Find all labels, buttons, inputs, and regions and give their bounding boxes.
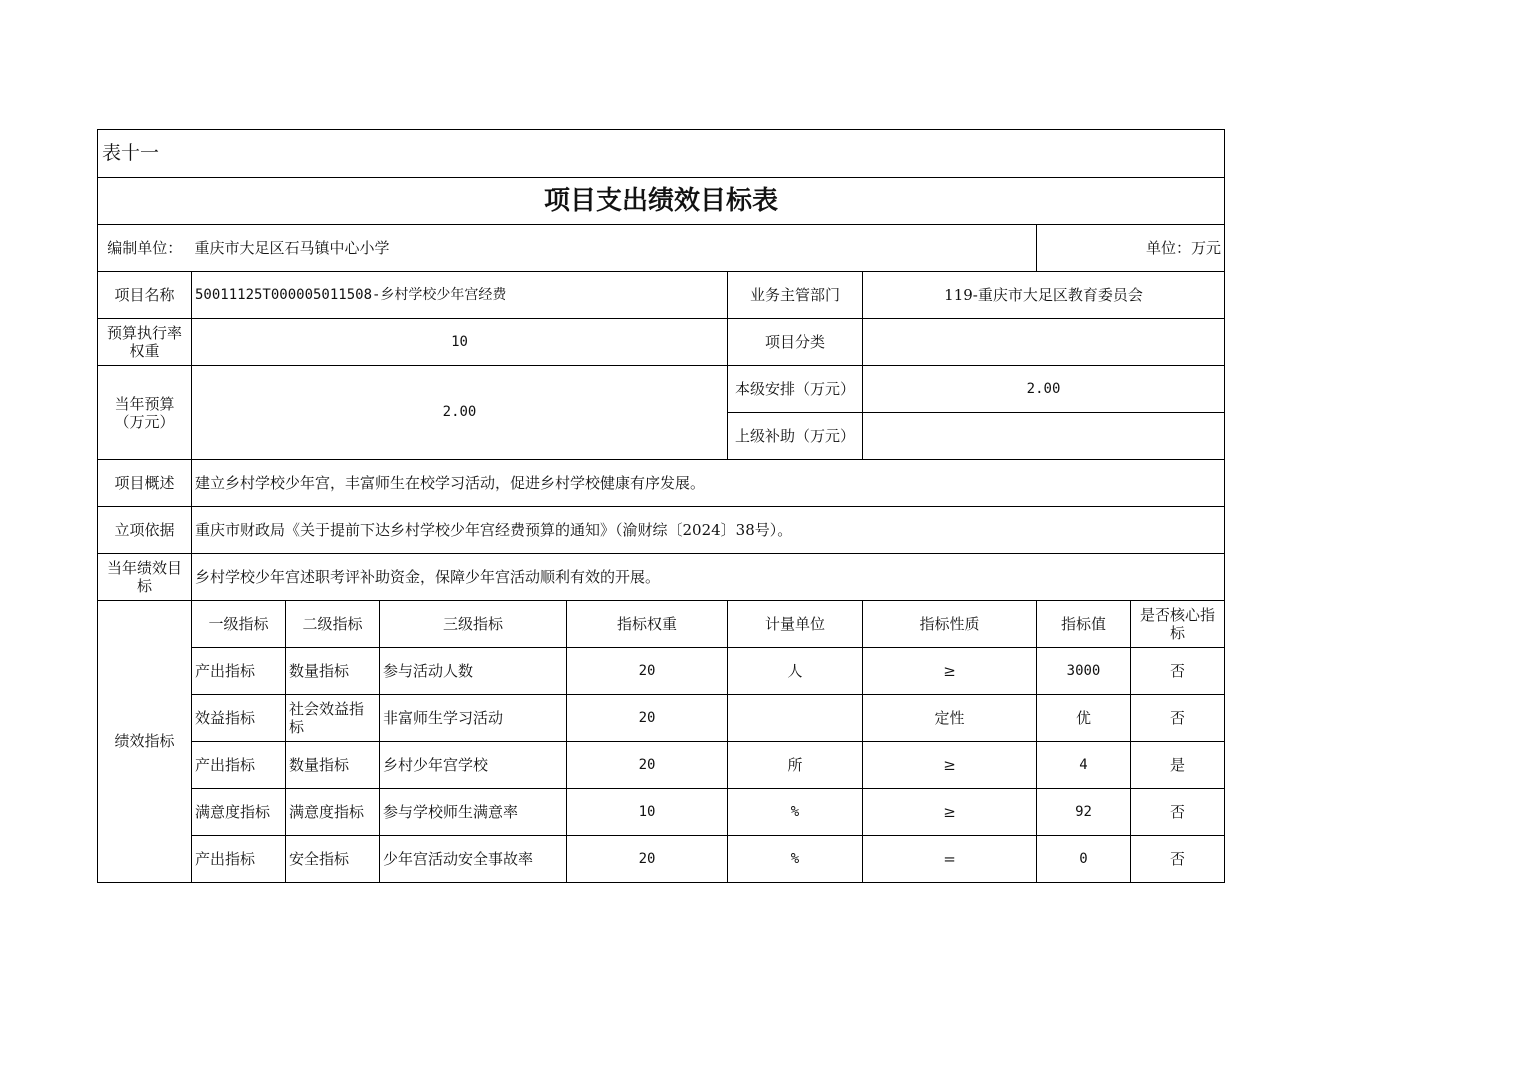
level1-cell: 产出指标 (192, 648, 286, 695)
value-cell: 3000 (1037, 648, 1131, 695)
unit-cell: % (728, 789, 863, 836)
nature-cell: ≥ (863, 789, 1037, 836)
value-cell: 优 (1037, 695, 1131, 742)
unit-cell: % (728, 836, 863, 883)
superior-subsidy-label: 上级补助（万元） (728, 413, 863, 460)
goal-value: 乡村学校少年宫述职考评补助资金，保障少年宫活动顺利有效的开展。 (192, 554, 1225, 601)
goal-label: 当年绩效目标 (98, 554, 192, 601)
performance-target-sheet (97, 129, 1224, 883)
core-cell: 否 (1131, 648, 1225, 695)
local-allocation-label: 本级安排（万元） (728, 366, 863, 413)
level1-cell: 产出指标 (192, 836, 286, 883)
prep-unit-label: 编制单位： (98, 225, 192, 272)
header-nature: 指标性质 (863, 601, 1037, 648)
category-value (863, 319, 1225, 366)
header-unit: 计量单位 (728, 601, 863, 648)
header-weight: 指标权重 (567, 601, 728, 648)
level3-cell: 非富师生学习活动 (380, 695, 567, 742)
superior-subsidy-value (863, 413, 1225, 460)
local-allocation-value: 2.00 (863, 366, 1225, 413)
dept-label: 业务主管部门 (728, 272, 863, 319)
weight-value: 10 (192, 319, 728, 366)
overview-value: 建立乡村学校少年宫，丰富师生在校学习活动，促进乡村学校健康有序发展。 (192, 460, 1225, 507)
weight-cell: 20 (567, 742, 728, 789)
project-name-value: 50011125T000005011508-乡村学校少年宫经费 (192, 272, 728, 319)
indicators-section-label: 绩效指标 (98, 601, 192, 883)
budget-label: 当年预算（万元） (98, 366, 192, 460)
core-cell: 否 (1131, 836, 1225, 883)
value-cell: 0 (1037, 836, 1131, 883)
level3-cell: 少年宫活动安全事故率 (380, 836, 567, 883)
indicator-row (98, 742, 1225, 789)
dept-value: 119-重庆市大足区教育委员会 (863, 272, 1225, 319)
indicator-row (98, 836, 1225, 883)
nature-cell: ≥ (863, 742, 1037, 789)
nature-cell: ≥ (863, 648, 1037, 695)
indicator-row (98, 695, 1225, 742)
performance-table (97, 129, 1225, 883)
level1-cell: 产出指标 (192, 742, 286, 789)
header-value: 指标值 (1037, 601, 1131, 648)
level3-cell: 参与活动人数 (380, 648, 567, 695)
overview-label: 项目概述 (98, 460, 192, 507)
weight-cell: 10 (567, 789, 728, 836)
core-cell: 否 (1131, 789, 1225, 836)
core-cell: 否 (1131, 695, 1225, 742)
value-cell: 4 (1037, 742, 1131, 789)
indicator-row (98, 648, 1225, 695)
core-cell: 是 (1131, 742, 1225, 789)
weight-cell: 20 (567, 648, 728, 695)
level3-cell: 参与学校师生满意率 (380, 789, 567, 836)
level2-cell: 社会效益指标 (286, 695, 380, 742)
level2-cell: 安全指标 (286, 836, 380, 883)
level1-cell: 满意度指标 (192, 789, 286, 836)
level3-cell: 乡村少年宫学校 (380, 742, 567, 789)
unit-note: 单位：万元 (1037, 225, 1225, 272)
budget-value: 2.00 (192, 366, 728, 460)
header-level2: 二级指标 (286, 601, 380, 648)
weight-cell: 20 (567, 695, 728, 742)
nature-cell: = (863, 836, 1037, 883)
level2-cell: 数量指标 (286, 648, 380, 695)
page-title: 项目支出绩效目标表 (98, 178, 1225, 225)
header-level3: 三级指标 (380, 601, 567, 648)
prep-unit-value: 重庆市大足区石马镇中心小学 (192, 225, 1037, 272)
basis-label: 立项依据 (98, 507, 192, 554)
basis-value: 重庆市财政局《关于提前下达乡村学校少年宫经费预算的通知》（渝财综〔2024〕38号）。 (192, 507, 1225, 554)
unit-cell: 人 (728, 648, 863, 695)
category-label: 项目分类 (728, 319, 863, 366)
unit-cell: 所 (728, 742, 863, 789)
project-name-label: 项目名称 (98, 272, 192, 319)
level2-cell: 数量指标 (286, 742, 380, 789)
header-level1: 一级指标 (192, 601, 286, 648)
indicator-row (98, 789, 1225, 836)
header-core: 是否核心指标 (1131, 601, 1225, 648)
unit-cell (728, 695, 863, 742)
sheet-label: 表十一 (98, 130, 1225, 178)
level1-cell: 效益指标 (192, 695, 286, 742)
value-cell: 92 (1037, 789, 1131, 836)
level2-cell: 满意度指标 (286, 789, 380, 836)
nature-cell: 定性 (863, 695, 1037, 742)
weight-label: 预算执行率权重 (98, 319, 192, 366)
weight-cell: 20 (567, 836, 728, 883)
